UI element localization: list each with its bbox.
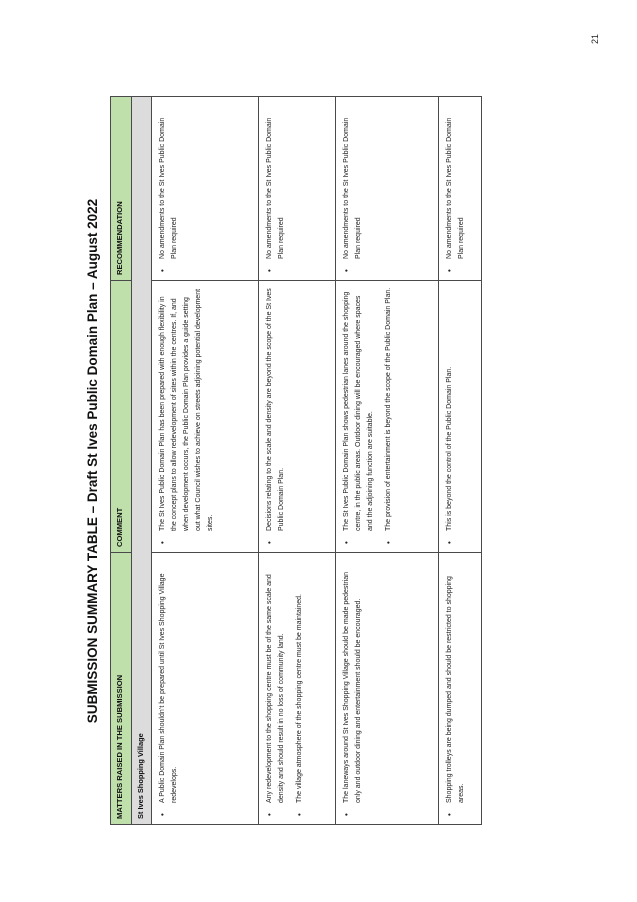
submission-summary-table bbox=[110, 96, 482, 825]
recommendation-bullet: • No amendments to the St Ives Public Domain Plan required bbox=[444, 102, 468, 259]
matters-bullet: • The village atmosphere of the shopping centre must be maintained. bbox=[294, 558, 306, 803]
recommendation-bullet: • No amendments to the St Ives Public Domain Plan required bbox=[157, 102, 181, 259]
table-row bbox=[152, 97, 259, 825]
matters-bullet: • The laneways around St Ives Shopping Village should be made pedestrian only and outdoor dining and entertainment should be encouraged. bbox=[341, 558, 365, 803]
recommendation-bullet: • No amendments to the St Ives Public Domain Plan required bbox=[341, 102, 365, 259]
recommendation-cell bbox=[336, 97, 439, 281]
table-row bbox=[259, 97, 336, 825]
comment-bullet: • The St Ives Public Domain Plan has been prepared with enough flexibility in the concept plans to allow redevelopment of sites within the centres. If, and when development occurs, the Public Domain Plan provides a guide setting out what Council wishes to achieve on streets adjoining potential development sites. bbox=[157, 286, 217, 531]
comment-bullet: • This is beyond the control of the Public Domain Plan. bbox=[444, 286, 456, 531]
recommendation-cell bbox=[152, 97, 259, 281]
comment-cell bbox=[336, 281, 439, 553]
header-comment: COMMENT bbox=[111, 281, 132, 553]
section-title: St Ives Shopping Village bbox=[132, 97, 152, 825]
recommendation-bullet: • No amendments to the St Ives Public Domain Plan required bbox=[264, 102, 288, 259]
comment-cell bbox=[259, 281, 336, 553]
rotated-page-content bbox=[76, 96, 465, 826]
matters-cell bbox=[439, 553, 482, 825]
matters-bullet: • Shopping trolleys are being dumped and should be restricted to shopping areas. bbox=[444, 558, 468, 803]
matters-bullet: • Any redevelopment to the shopping centre must be of the same scale and density and should result in no loss of community land. bbox=[264, 558, 288, 803]
header-matters: MATTERS RAISED IN THE SUBMISSION bbox=[111, 553, 132, 825]
matters-bullet: • A Public Domain Plan shouldn’t be prepared until St Ives Shopping Village redevelops. bbox=[157, 558, 181, 803]
comment-cell bbox=[152, 281, 259, 553]
comment-bullet: • The provision of entertainment is beyond the scope of the Public Domain Plan. bbox=[383, 286, 395, 531]
comment-bullet: • The St Ives Public Domain Plan shows pedestrian lanes around the shopping centre, in the public areas. Outdoor dining will be encouraged where spaces and the adjoining function are suitable. bbox=[341, 286, 377, 531]
table-row bbox=[336, 97, 439, 825]
comment-bullet: • Decisions relating to the scale and density are beyond the scope of the St Ives Public Domain Plan. bbox=[264, 286, 288, 531]
recommendation-cell bbox=[439, 97, 482, 281]
matters-cell bbox=[259, 553, 336, 825]
page-number: 21 bbox=[590, 33, 601, 45]
matters-cell bbox=[336, 553, 439, 825]
comment-cell bbox=[439, 281, 482, 553]
header-recommendation: RECOMMENDATION bbox=[111, 97, 132, 281]
matters-cell bbox=[152, 553, 259, 825]
recommendation-cell bbox=[259, 97, 336, 281]
document-title: SUBMISSION SUMMARY TABLE – Draft St Ives Public Domain Plan – August 2022 bbox=[85, 198, 100, 724]
table-header-row bbox=[111, 97, 132, 825]
section-row bbox=[132, 97, 152, 825]
table-row bbox=[439, 97, 482, 825]
